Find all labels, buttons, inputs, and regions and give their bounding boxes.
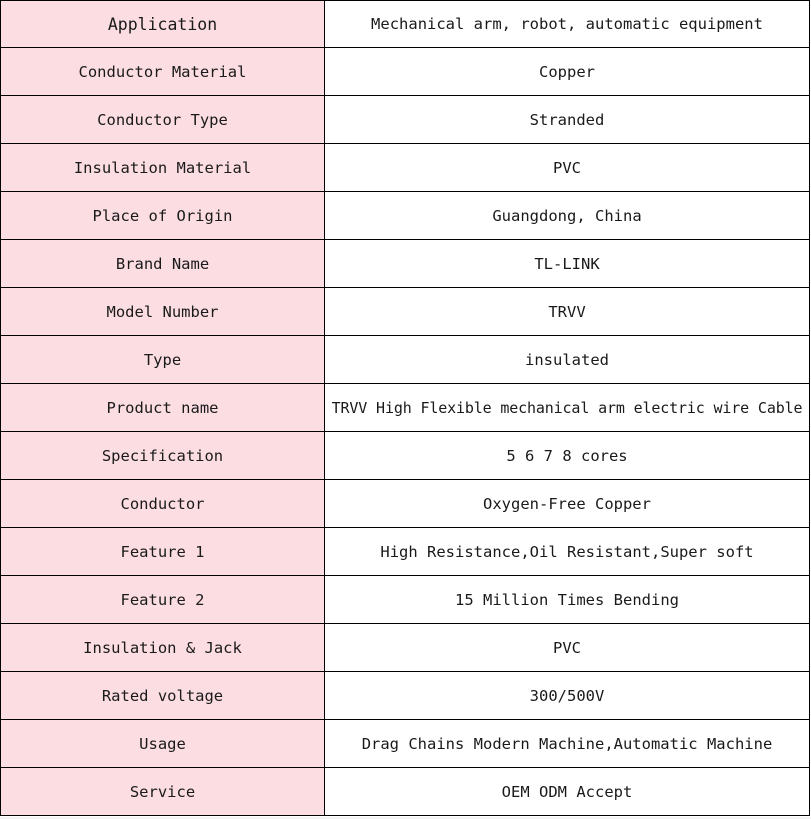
spec-row-brand-name	[1, 240, 810, 288]
spec-row-application	[1, 1, 810, 48]
spec-value: High Resistance,Oil Resistant,Super soft	[325, 528, 810, 576]
spec-table-body	[1, 1, 810, 816]
spec-value: TRVV High Flexible mechanical arm electric wire Cable	[325, 384, 810, 432]
spec-key: Specification	[1, 432, 325, 480]
spec-key: Service	[1, 768, 325, 816]
spec-row-feature-1	[1, 528, 810, 576]
spec-value: OEM ODM Accept	[325, 768, 810, 816]
spec-row-place-of-origin	[1, 192, 810, 240]
spec-value: PVC	[325, 144, 810, 192]
spec-key: Place of Origin	[1, 192, 325, 240]
spec-value: Oxygen-Free Copper	[325, 480, 810, 528]
spec-key: Product name	[1, 384, 325, 432]
spec-key: Type	[1, 336, 325, 384]
spec-value: Mechanical arm, robot, automatic equipment	[325, 1, 810, 48]
spec-key: Conductor Type	[1, 96, 325, 144]
spec-value: Guangdong, China	[325, 192, 810, 240]
spec-row-service	[1, 768, 810, 816]
spec-value: PVC	[325, 624, 810, 672]
spec-key: Feature 1	[1, 528, 325, 576]
spec-row-insulation-jack	[1, 624, 810, 672]
spec-value: 5 6 7 8 cores	[325, 432, 810, 480]
spec-row-feature-2	[1, 576, 810, 624]
spec-key: Brand Name	[1, 240, 325, 288]
spec-row-usage	[1, 720, 810, 768]
spec-row-conductor	[1, 480, 810, 528]
spec-row-rated-voltage	[1, 672, 810, 720]
spec-key: Conductor	[1, 480, 325, 528]
spec-key: Usage	[1, 720, 325, 768]
spec-row-insulation-material	[1, 144, 810, 192]
spec-value: Drag Chains Modern Machine,Automatic Machine	[325, 720, 810, 768]
spec-key: Feature 2	[1, 576, 325, 624]
spec-row-type	[1, 336, 810, 384]
spec-row-model-number	[1, 288, 810, 336]
spec-value: 15 Million Times Bending	[325, 576, 810, 624]
spec-key: Rated voltage	[1, 672, 325, 720]
spec-value: TL-LINK	[325, 240, 810, 288]
spec-value: Stranded	[325, 96, 810, 144]
spec-row-product-name	[1, 384, 810, 432]
spec-value: Copper	[325, 48, 810, 96]
spec-key: Insulation Material	[1, 144, 325, 192]
spec-row-specification	[1, 432, 810, 480]
spec-key: Insulation & Jack	[1, 624, 325, 672]
spec-row-conductor-type	[1, 96, 810, 144]
spec-value: TRVV	[325, 288, 810, 336]
spec-value: 300/500V	[325, 672, 810, 720]
spec-row-conductor-material	[1, 48, 810, 96]
spec-key: Conductor Material	[1, 48, 325, 96]
spec-value: insulated	[325, 336, 810, 384]
spec-key: Application	[1, 1, 325, 48]
spec-key: Model Number	[1, 288, 325, 336]
